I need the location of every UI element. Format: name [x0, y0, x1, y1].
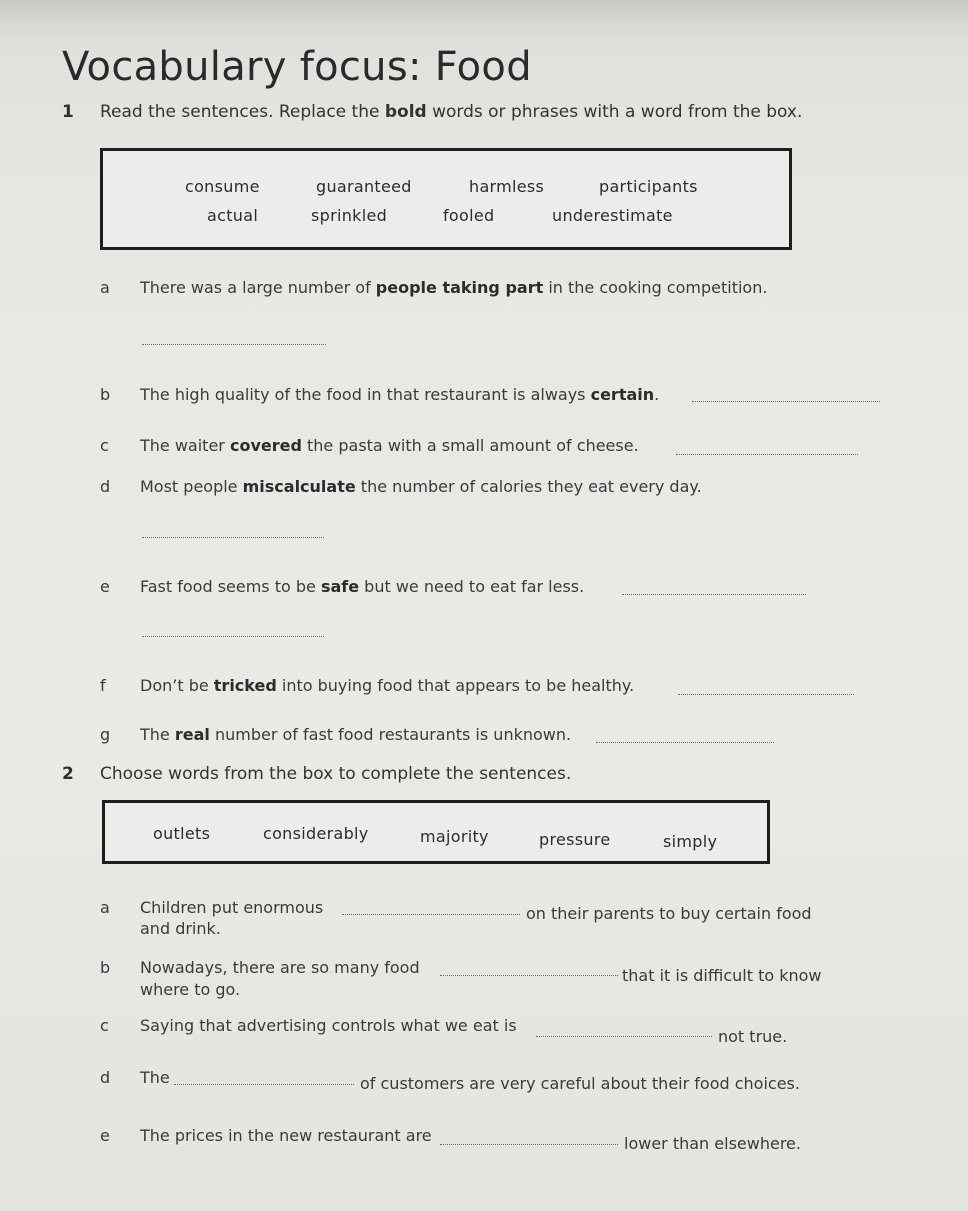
item-letter: b	[100, 385, 111, 404]
exercise-2-number: 2	[62, 764, 74, 784]
item-sentence: The high quality of the food in that restaurant is always certain.	[140, 385, 660, 404]
item-letter: e	[100, 577, 110, 596]
answer-blank[interactable]	[440, 975, 618, 976]
exercise-1-item-c	[100, 436, 660, 456]
page-title: Vocabulary focus: Food	[62, 44, 532, 90]
exercise-1-item-a	[100, 278, 860, 298]
item-sentence-end: lower than elsewhere.	[624, 1134, 801, 1153]
exercise-1-item-f	[100, 676, 670, 696]
exercise-2-item-d	[100, 1068, 280, 1088]
answer-blank[interactable]	[174, 1084, 354, 1085]
item-letter: g	[100, 725, 111, 744]
box-word: fooled	[443, 206, 495, 225]
item-letter: c	[100, 1016, 109, 1035]
exercise-2-item-e	[100, 1126, 440, 1146]
exercise-2-item-a	[100, 898, 340, 918]
item-letter: f	[100, 676, 106, 695]
exercise-2-instruction: Choose words from the box to complete the sentences.	[100, 764, 572, 784]
page-top-edge	[0, 0, 968, 42]
exercise-2-item-c	[100, 1016, 540, 1036]
box-word: consume	[185, 177, 260, 196]
box-word: considerably	[263, 824, 369, 843]
answer-blank[interactable]	[142, 344, 326, 345]
item-letter: a	[100, 278, 110, 297]
word-box-1	[100, 148, 792, 250]
answer-blank[interactable]	[622, 594, 806, 595]
word-box-2	[102, 800, 770, 864]
item-letter: e	[100, 1126, 110, 1145]
answer-blank[interactable]	[440, 1144, 618, 1145]
item-letter: d	[100, 477, 111, 496]
answer-blank[interactable]	[142, 537, 324, 538]
item-letter: d	[100, 1068, 111, 1087]
answer-blank[interactable]	[536, 1036, 712, 1037]
answer-blank[interactable]	[692, 401, 880, 402]
exercise-1-instruction: Read the sentences. Replace the bold words or phrases with a word from the box.	[100, 102, 803, 122]
exercise-1-item-b	[100, 385, 680, 405]
answer-blank[interactable]	[342, 914, 520, 915]
item-sentence: There was a large number of people taking part in the cooking competition.	[140, 278, 768, 297]
item-letter: c	[100, 436, 109, 455]
item-sentence-continuation: and drink.	[140, 919, 221, 938]
item-sentence: Fast food seems to be safe but we need to eat far less.	[140, 577, 585, 596]
exercise-1-number: 1	[62, 102, 74, 122]
item-letter: a	[100, 898, 110, 917]
box-word: harmless	[469, 177, 545, 196]
item-letter: b	[100, 958, 111, 977]
item-sentence: Don’t be tricked into buying food that appears to be healthy.	[140, 676, 635, 695]
box-word: actual	[207, 206, 259, 225]
item-sentence-end: of customers are very careful about their food choices.	[360, 1074, 800, 1093]
exercise-1-item-e	[100, 577, 620, 597]
exercise-2-item-b	[100, 958, 440, 978]
exercise-1-item-d	[100, 477, 860, 497]
box-word: guaranteed	[316, 177, 412, 196]
box-word: pressure	[539, 830, 611, 849]
exercise-1-item-g	[100, 725, 590, 745]
item-sentence-end: on their parents to buy certain food	[526, 904, 812, 923]
item-sentence-continuation: where to go.	[140, 980, 241, 999]
item-sentence: Most people miscalculate the number of calories they eat every day.	[140, 477, 702, 496]
item-sentence-start: Nowadays, there are so many food	[140, 958, 420, 977]
box-word: underestimate	[552, 206, 673, 225]
box-word: simply	[663, 832, 718, 851]
box-word: majority	[420, 827, 489, 846]
item-sentence-start: Saying that advertising controls what we eat is	[140, 1016, 517, 1035]
answer-blank[interactable]	[142, 636, 324, 637]
answer-blank[interactable]	[678, 694, 854, 695]
item-sentence-start: The prices in the new restaurant are	[140, 1126, 432, 1145]
item-sentence: The real number of fast food restaurants is unknown.	[140, 725, 572, 744]
item-sentence-end: not true.	[718, 1027, 788, 1046]
item-sentence-start: Children put enormous	[140, 898, 324, 917]
answer-blank[interactable]	[676, 454, 858, 455]
box-word: sprinkled	[311, 206, 388, 225]
item-sentence-end: that it is difficult to know	[622, 966, 822, 985]
item-sentence: The waiter covered the pasta with a small amount of cheese.	[140, 436, 639, 455]
box-word: outlets	[153, 824, 211, 843]
answer-blank[interactable]	[596, 742, 774, 743]
box-word: participants	[599, 177, 698, 196]
item-sentence-start: The	[140, 1068, 170, 1087]
